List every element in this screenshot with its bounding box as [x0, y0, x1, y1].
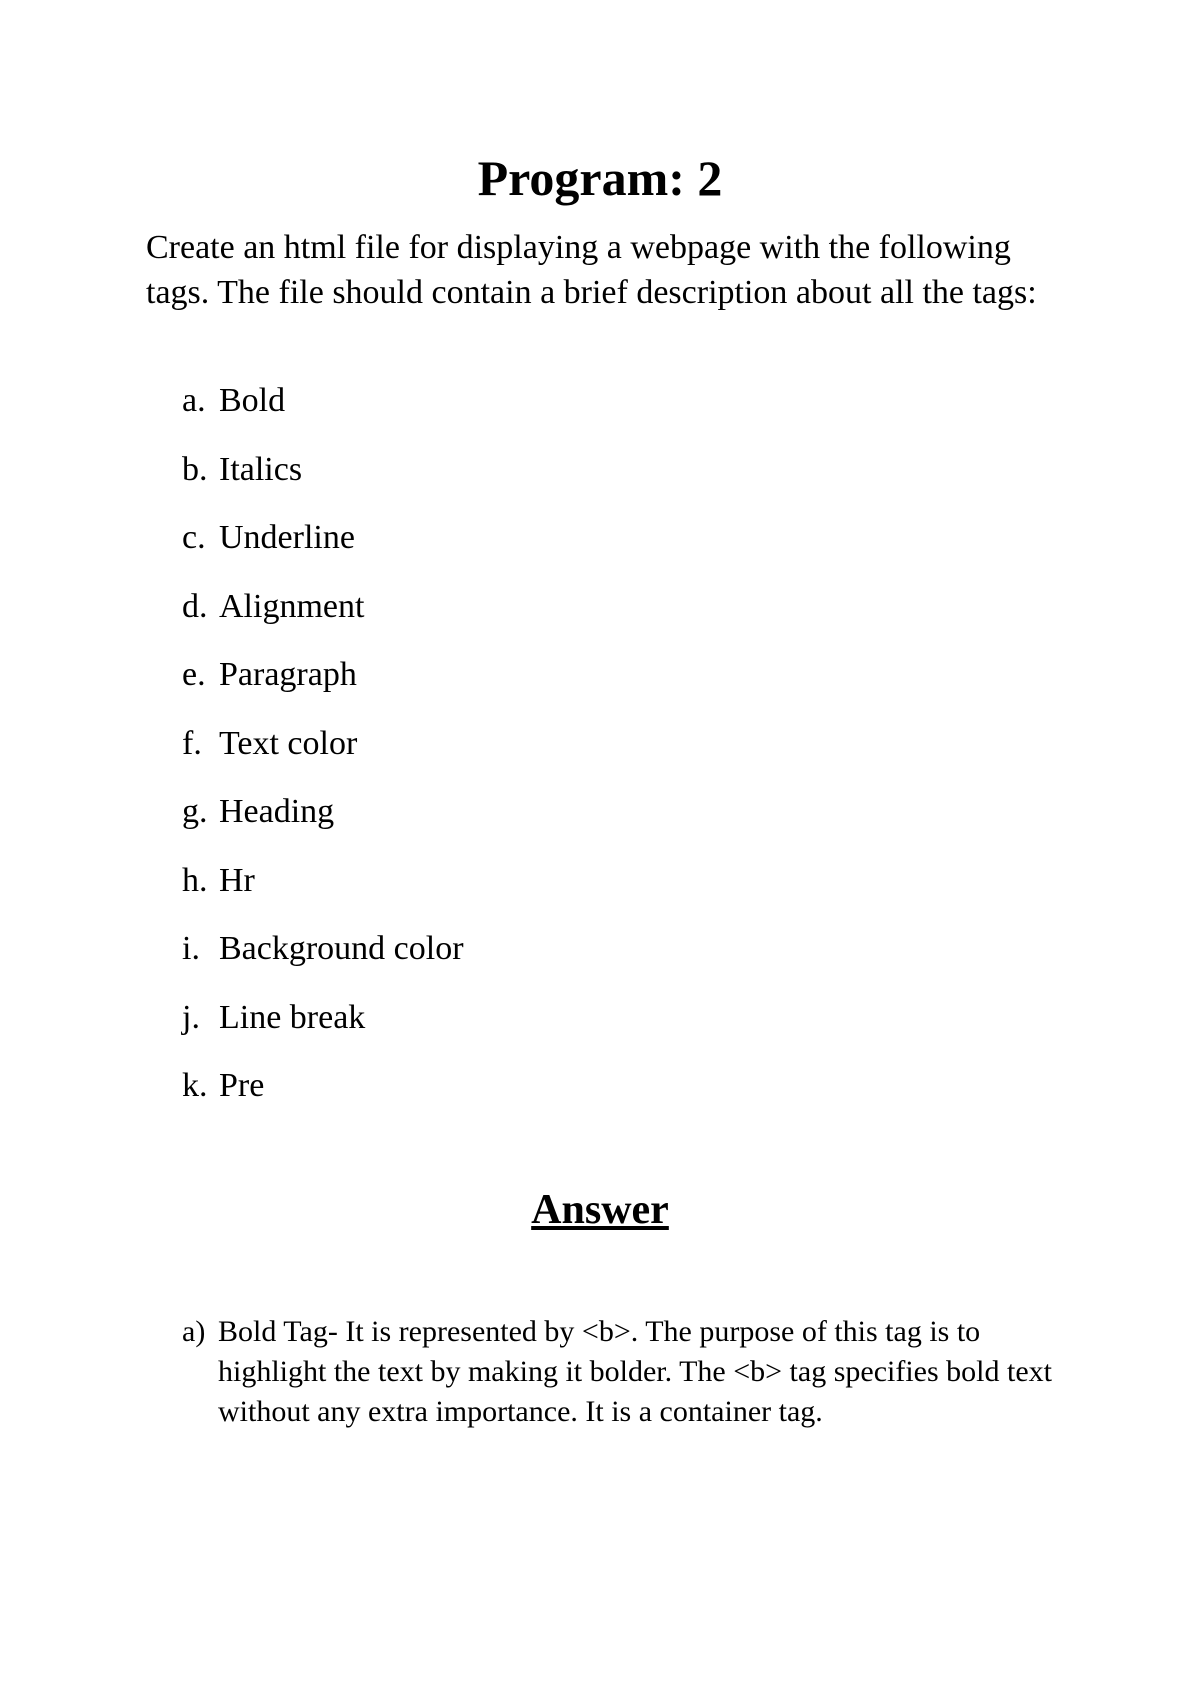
- list-marker: g.: [182, 793, 208, 830]
- list-item: [182, 515, 464, 584]
- list-marker: a.: [182, 382, 206, 419]
- list-item: [182, 995, 464, 1064]
- list-item-label: Pre: [219, 1067, 265, 1104]
- tag-list: [182, 378, 464, 1132]
- list-item-label: Line break: [219, 998, 366, 1036]
- answer-item: [182, 1312, 1062, 1432]
- list-item-label: Italics: [219, 450, 303, 488]
- list-marker: h.: [182, 861, 208, 899]
- question-text: Create an html file for displaying a webpage with the following tags. The file should contain a brief description about all the tags:: [146, 229, 1037, 311]
- list-item: [182, 378, 464, 447]
- list-item-label: Underline: [219, 519, 355, 556]
- list-item-label: Text color: [219, 724, 358, 762]
- list-marker: j.: [182, 998, 200, 1036]
- list-marker: e.: [182, 656, 206, 693]
- answer-text: Bold Tag- It is represented by <b>. The purpose of this tag is to highlight the text by making it bolder. The <b> tag specifies bold text without any extra importance. It is a container tag.: [218, 1315, 1052, 1428]
- list-marker: f.: [182, 724, 202, 762]
- list-item: [182, 652, 464, 721]
- list-item-label: Alignment: [219, 587, 365, 625]
- list-item: [182, 858, 464, 927]
- list-item-label: Hr: [219, 861, 255, 899]
- answer-heading: Answer: [531, 1187, 669, 1233]
- list-marker: d.: [182, 587, 208, 625]
- list-item: [182, 721, 464, 790]
- list-item-label: Heading: [219, 793, 335, 830]
- list-item-label: Bold: [219, 382, 286, 419]
- answer-marker: a): [182, 1315, 206, 1348]
- list-marker: k.: [182, 1067, 208, 1104]
- list-marker: i.: [182, 930, 200, 967]
- list-item-label: Background color: [219, 930, 464, 967]
- list-marker: c.: [182, 519, 206, 556]
- list-item-label: Paragraph: [219, 656, 357, 693]
- list-marker: b.: [182, 450, 208, 488]
- list-item: [182, 926, 464, 995]
- page-title: Program: 2: [477, 150, 723, 206]
- list-item: [182, 447, 464, 516]
- list-item: [182, 1063, 464, 1132]
- list-item: [182, 789, 464, 858]
- list-item: [182, 584, 464, 653]
